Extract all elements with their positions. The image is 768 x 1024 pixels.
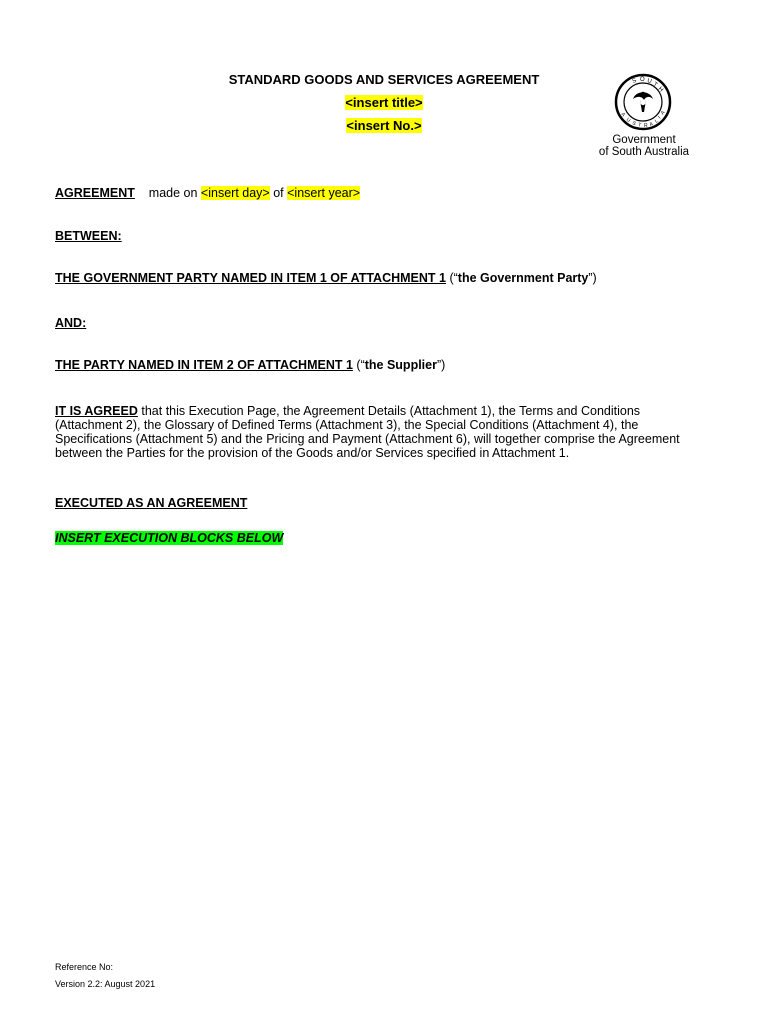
it-is-agreed-line-1: that this Execution Page, the Agreement Details (Attachment 1), the Terms and Conditions [141, 404, 641, 418]
supplier-party-defined: the Supplier [364, 358, 437, 372]
government-party-line [55, 271, 597, 285]
it-is-agreed-line-4: between the Parties for the provision of the Goods and/or Services specified in Attachment 1. [55, 446, 570, 460]
government-logo [578, 72, 710, 160]
logo-caption [578, 134, 710, 158]
svg-text:S: S [631, 77, 638, 85]
government-party-defined: the Government Party [457, 271, 589, 285]
south-australia-seal-icon [578, 72, 710, 132]
insert-blocks-label: INSERT EXECUTION BLOCKS BELOW [55, 531, 284, 545]
svg-text:S: S [631, 120, 637, 128]
between-label: BETWEEN: [55, 229, 122, 243]
number-placeholder: <insert No.> [346, 118, 422, 133]
logo-line-2: of South Australia [598, 146, 690, 158]
svg-text:T: T [652, 81, 659, 89]
year-placeholder: <insert year> [287, 186, 361, 200]
made-on-text: made on [148, 186, 198, 200]
reference-no: Reference No: [55, 962, 114, 972]
svg-text:A: A [648, 121, 654, 128]
svg-text:I: I [657, 115, 663, 121]
agreement-line [55, 186, 360, 200]
svg-text:T: T [637, 122, 642, 129]
supplier-party-line [55, 358, 445, 372]
it-is-agreed-line-2: (Attachment 2), the Glossary of Defined Terms (Attachment 3), the Special Conditions (Attachment 4), the [55, 418, 639, 432]
title-placeholder: <insert title> [345, 95, 423, 110]
svg-text:O: O [640, 77, 645, 83]
executed-label: EXECUTED AS AN AGREEMENT [55, 496, 248, 510]
svg-text:R: R [644, 123, 648, 129]
agreement-label: AGREEMENT [55, 186, 135, 200]
government-party-close-paren: ”) [588, 271, 597, 285]
svg-text:U: U [646, 78, 653, 86]
it-is-agreed-paragraph [55, 404, 705, 460]
svg-text:U: U [624, 116, 632, 124]
of-text: of [273, 186, 284, 200]
svg-text:H: H [656, 86, 664, 94]
government-party-heading: THE GOVERNMENT PARTY NAMED IN ITEM 1 OF ATTACHMENT 1 [55, 271, 446, 285]
it-is-agreed-label: IT IS AGREED [55, 404, 138, 418]
supplier-party-open-paren: (“ [356, 358, 365, 372]
document-title: STANDARD GOODS AND SERVICES AGREEMENT [228, 72, 540, 87]
version-info: Version 2.2: August 2021 [55, 979, 156, 989]
svg-text:L: L [654, 118, 660, 125]
day-placeholder: <insert day> [200, 186, 270, 200]
supplier-party-heading: THE PARTY NAMED IN ITEM 2 OF ATTACHMENT 1 [55, 358, 353, 372]
government-party-open-paren: (“ [449, 271, 458, 285]
logo-line-1: Government [612, 134, 676, 146]
svg-text:A: A [619, 111, 627, 118]
svg-text:A: A [659, 109, 667, 117]
insert-blocks-line [55, 531, 283, 545]
it-is-agreed-line-3: Specifications (Attachment 5) and the Pricing and Payment (Attachment 6), will together comprise the Agreement [55, 432, 680, 446]
and-label: AND: [55, 316, 87, 330]
supplier-party-close-paren: ”) [436, 358, 446, 372]
